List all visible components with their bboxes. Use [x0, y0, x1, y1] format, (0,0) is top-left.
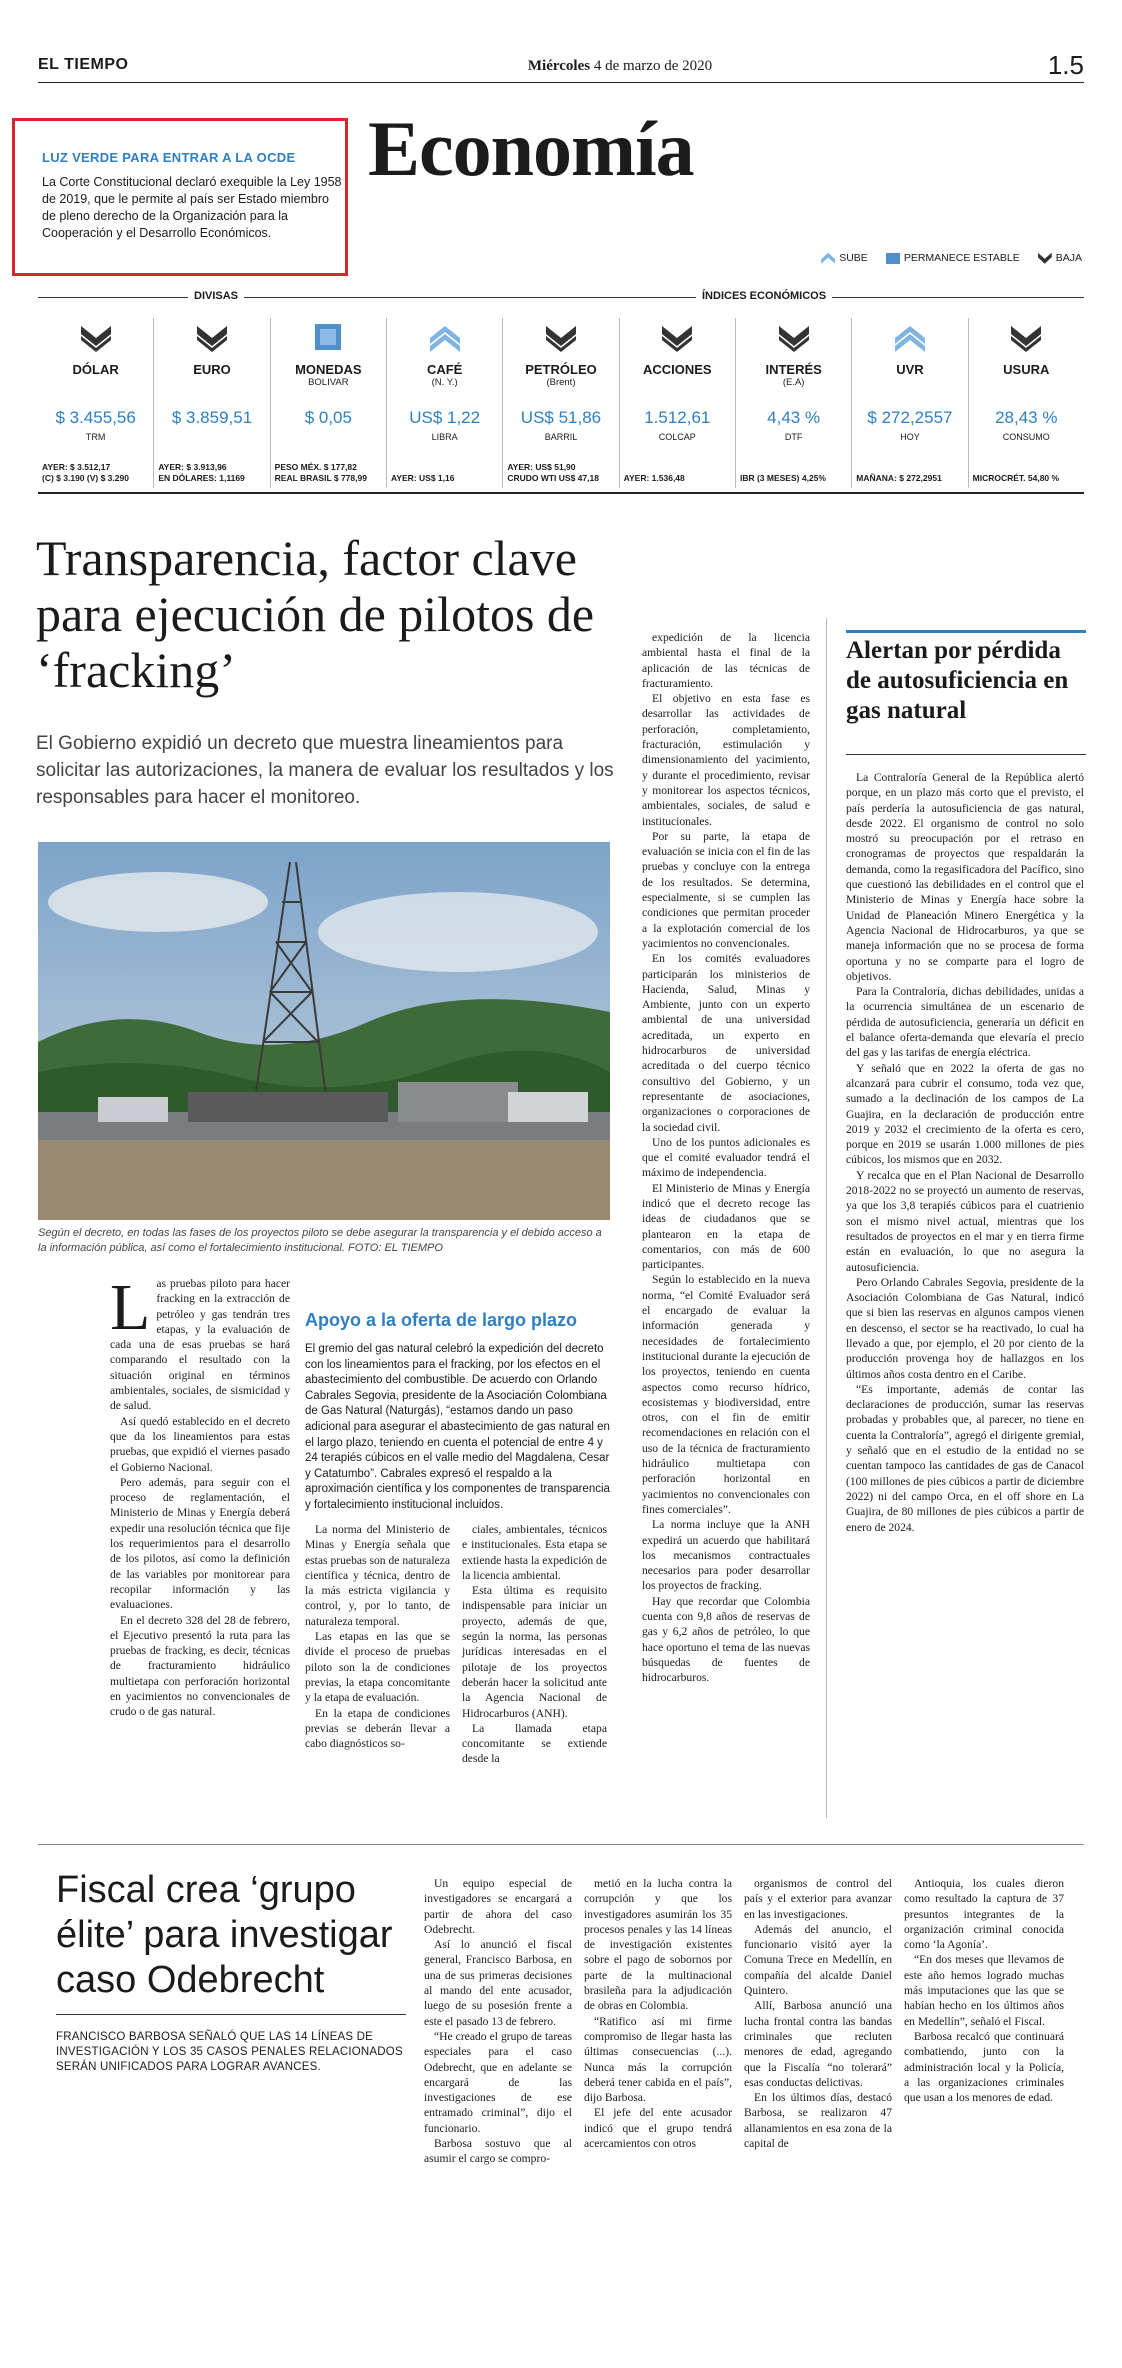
paragraph: “En dos meses que llevamos de este año hemos logrado muchas más imputaciones que las que se habían hecho en los últimos años en Medellín”, señaló el Fiscal.: [904, 1953, 1064, 2028]
indicators-header: [38, 290, 1084, 304]
indicator-sub: [620, 377, 735, 388]
indicator-name: ACCIONES: [642, 362, 712, 377]
indicator-name: UVR: [896, 362, 924, 377]
indicator-footnote: AYER: US$ 51,90 CRUDO WTI US$ 47,18: [507, 462, 599, 483]
paragraph: El objetivo en esta fase es desarrollar las actividades de perforación, completamiento, fracturación, estimulación y dimensionamiento del yacimiento, y durante el procedimiento, revisar y monitorear los aspectos técnicos, ambientales, sociales, de salud e institucionales.: [642, 692, 810, 828]
trend-down-icon: [79, 324, 113, 352]
trend-down-icon: [195, 324, 229, 352]
indicator-interés: [735, 318, 851, 488]
dropcap: L: [110, 1271, 151, 1344]
paragraph: organismos de control del país y el exterior para avanzar en las investigaciones.: [744, 1877, 892, 1921]
paragraph: Además del anuncio, el funcionario visitó ayer la Comuna Trece en Medellín, en compañía del alcalde Daniel Quintero.: [744, 1922, 892, 1998]
paragraph: En la etapa de condiciones previas se deberán llevar a cabo diagnósticos so-: [305, 1706, 450, 1751]
paragraph: Antioquia, los cuales dieron como resultado la captura de 37 presuntos integrantes de la organización criminal conocida como ‘la Agonía’.: [904, 1877, 1064, 1952]
indicator-value: $ 3.455,56: [55, 408, 136, 427]
indicator-sub: BOLIVAR: [308, 377, 349, 388]
legend-stable: PERMANECE ESTABLE: [886, 252, 1020, 264]
legend-down: BAJA: [1038, 252, 1082, 264]
trend-down-icon: [777, 324, 811, 352]
indicator-acciones: [619, 318, 735, 488]
fiscal-column-1: [424, 1876, 572, 2167]
paragraph: Y recalca que en el Plan Nacional de Desarrollo 2018-2022 no se proyectó un aumento de reservas, ya que los 3,8 terapiés cúbicos para el cuatrienio son el mismo nivel actual, mientras que los resultados de proyectos en el mar y en tierra firme están en evaluación, lo que no asegura la autosuficiencia.: [846, 1168, 1084, 1274]
indicator-sub: (Brent): [546, 377, 576, 388]
indicator-name: DÓLAR: [72, 362, 119, 377]
drilling-rig-photo: [38, 842, 610, 1220]
paragraph: En los comités evaluadores participarán los ministerios de Hacienda, Salud, Minas y Ambiente, junto con un experto ambiental de una universidad acreditada, un experto en hidrocarburos de universidad acreditada o del cuerpo técnico consultivo del Gobierno, y un representante de asociaciones, organizaciones o corporaciones de la sociedad civil.: [642, 952, 810, 1134]
indicator-petróleo: [502, 318, 618, 488]
indicator-unit: BARRIL: [544, 432, 578, 442]
indicator-footnote: AYER: $ 3.512,17 (C) $ 3.190 (V) $ 3.290: [42, 462, 129, 483]
box-text: El gremio del gas natural celebró la expedición del decreto con los lineamientos para el fracking, por los efectos en el abastecimiento del combustible. De acuerdo con Orlando Cabrales Segovia, presidente de la Asociación Colombiana de Gas Natural (Naturgás), “estamos dando un paso adicional para asegurar el abastecimiento de gas natural en el largo plazo, teniendo en cuenta el potencial de entre 4 y 24 terapiés cúbicos en el valle medio del Magdalena, Cesar y Catatumbo”. Cabrales expresó el respaldo a la aproximación científica y los componentes de transparencia y fortalecimiento institucional incluidos.: [305, 1343, 610, 1511]
paragraph: El Ministerio de Minas y Energía indicó que el decreto recoge las ideas de ciudadanos que se plantearon en la etapa de comentarios, con más de 600 participantes.: [642, 1181, 810, 1272]
indicator-sub: [154, 377, 269, 388]
paragraph: El jefe del ente acusador indicó que el grupo tendrá acercamientos con otros: [584, 2106, 732, 2151]
paragraph: Un equipo especial de investigadores se encargará a partir de ahora del caso Odebrecht.: [424, 1877, 572, 1936]
paragraph: Y señaló que en 2022 la oferta de gas no alcanzará para cubrir el consumo, toda vez que, sumado a la declinación de los campos de La Guajira, en la declaración de producción entre 2019 y 2032 el crecimiento de la oferta es cero, porque en 2019 se usarán 1.000 millones de pies cúbicos, los mismos que en 2032.: [846, 1061, 1084, 1167]
paragraph: “Ratifico así mi firme compromiso de llegar hasta las últimas consecuencias (...). Nunca más la corrupción deberá tener cabida en el país”, dijo Barbosa.: [584, 2014, 732, 2105]
photo-illustration: [38, 842, 610, 1220]
main-deck: El Gobierno expidió un decreto que muestra lineamientos para solicitar las autorizaciones, la manera de evaluar los resultados y los responsables para hacer el monitoreo.: [36, 733, 614, 808]
section-title: Economía: [368, 105, 694, 192]
down-arrow-icon: [1038, 253, 1052, 264]
paragraph: “Es importante, además de contar las declaraciones de producción, sumar las reservas probadas y probables que, al parecer, no tiene en cuenta la Contraloría”, agregó el dirigente gremial, y señaló que en el estudio de la entidad no se cuentan tampoco las cantidades de gas de Canacol (100 millones de pies cúbicos a partir de diciembre 2022) ni del campo Orca, en el off shore en La Guajira, de 80 millones de pies cúbicos a partir de enero de 2024.: [846, 1382, 1084, 1534]
indicator-euro: [153, 318, 269, 488]
indicator-value: US$ 51,86: [520, 408, 602, 427]
paragraph: La norma del Ministerio de Minas y Energía señala que estas pruebas son de naturaleza científica y técnica, dentro de la más estricta vigilancia y control, y, por lo tanto, de naturaleza temporal.: [305, 1523, 450, 1628]
fiscal-column-2: [584, 1876, 732, 2151]
trend-legend: [821, 252, 1082, 264]
paragraph: ciales, ambientales, técnicos e institucionales. Esta etapa se extiende hasta la expedición de la licencia ambiental.: [462, 1523, 607, 1582]
fiscal-deck: FRANCISCO BARBOSA SEÑALÓ QUE LAS 14 LÍNEAS DE INVESTIGACIÓN Y LOS 35 CASOS PENALES RELACIONADOS SERÁN UNIFICADOS PARA LOGRAR AVANCES.: [56, 2031, 403, 2073]
paragraph: Para la Contraloría, dichas debilidades, unidas a la ocurrencia simultánea de un escenario de pérdida de autosuficiencia, generaría un déficit en el balance oferta-demanda que elevaría el precio del gas y las tarifas de energía eléctrica.: [846, 985, 1084, 1060]
indicator-uvr: [851, 318, 967, 488]
article-column-2: [305, 1522, 450, 1751]
paragraph: expedición de la licencia ambiental hasta el final de la aplicación de las técnicas de fracturamiento.: [642, 631, 810, 690]
indicator-sub: [38, 377, 153, 388]
stable-square-icon: [886, 253, 900, 264]
indicator-sub: (N. Y.): [431, 377, 458, 388]
indicator-footnote: MAÑANA: $ 272,2951: [856, 473, 942, 483]
article-column-1: [110, 1271, 290, 1720]
indicators-bottom-rule: [38, 492, 1084, 494]
indicator-dólar: [38, 318, 153, 488]
article-column-3: [462, 1522, 607, 1767]
indicator-sub: [852, 377, 967, 388]
group-label-divisas: DIVISAS: [188, 290, 244, 302]
indicator-name: EURO: [193, 362, 231, 377]
indicator-value: 4,43 %: [767, 408, 821, 427]
indicator-name: INTERÉS: [765, 362, 822, 377]
paragraph: La norma incluye que la ANH expedirá un acuerdo que habilitará los mecanismos contractuales necesarios para poder desarrollar los proyectos de fracking.: [642, 1518, 810, 1593]
paragraph: Así quedó establecido en el decreto que da los lineamientos para estas pruebas, que expidió el viernes pasado el Gobierno Nacional.: [110, 1414, 290, 1474]
side-rule: [846, 754, 1086, 755]
indicator-unit: DTF: [784, 432, 803, 442]
indicator-unit: CONSUMO: [1002, 432, 1050, 442]
indicator-value: US$ 1,22: [409, 408, 481, 427]
trend-up-icon: [428, 324, 462, 352]
indicator-usura: [968, 318, 1084, 488]
indicator-unit: COLCAP: [658, 432, 696, 442]
up-arrow-icon: [821, 253, 835, 264]
indicator-value: 1.512,61: [644, 408, 711, 427]
trend-down-icon: [1009, 324, 1043, 352]
indicator-value: $ 0,05: [304, 408, 352, 427]
fiscal-rule: [56, 2014, 406, 2015]
page-number: 1.5: [1047, 50, 1084, 80]
masthead-rule: [38, 82, 1084, 83]
paragraph: metió en la lucha contra la corrupción y que los investigadores asumirán los 35 procesos penales y las 14 líneas de investigación existentes sobre el pago de sobornos por parte de la multinacional brasileña para la adjudicación de obras en Colombia.: [584, 1877, 732, 2013]
fiscal-column-3: [744, 1876, 892, 2151]
column-divider: [826, 618, 827, 1818]
issue-date: [440, 58, 800, 75]
legend-up: SUBE: [821, 252, 868, 264]
indicator-value: 28,43 %: [995, 408, 1058, 427]
indicator-sub: [969, 377, 1084, 388]
photo-caption: Según el decreto, en todas las fases de los proyectos piloto se debe asegurar la transparencia y el debido acceso a la información pública, así como el fortalecimiento institucional. FOTO: EL TIEMPO: [38, 1227, 602, 1254]
main-headline: Transparencia, factor clave para ejecución de pilotos de ‘fracking’: [36, 530, 595, 698]
indicator-footnote: AYER: $ 3.913,96 EN DÓLARES: 1,1169: [158, 462, 245, 483]
paragraph: Esta última es requisito indispensable para iniciar un proyecto, además de que, según la norma, las personas jurídicas interesadas en el pilotaje de los proyectos deberán hacer la solicitud ante la Agencia Nacional de Hidrocarburos (ANH).: [462, 1584, 607, 1720]
trend-stable-icon: [311, 324, 345, 352]
group-label-indices: ÍNDICES ECONÓMICOS: [696, 290, 832, 302]
paragraph: Barbosa recalcó que continuará combatiendo, junto con la administración local y la Policía, a las organizaciones criminales que usan a los menores de edad.: [904, 2029, 1064, 2105]
intro-kicker: LUZ VERDE PARA ENTRAR A LA OCDE: [42, 150, 296, 165]
indicator-name: PETRÓLEO: [525, 362, 597, 377]
indicator-footnote: AYER: 1.536,48: [623, 473, 685, 483]
paragraph: La Contraloría General de la República alertó porque, en un plazo más corto que el previsto, el país perdería la autosuficiencia de gas natural, desde 2022. El organismo de control no solo mostró su preocupación por el retraso en cronogramas de proyectos que respaldarán la demanda, como la regasificadora del Pacífico, sino que cuestionó las debilidades en el control que el Ministerio de Minas y Energía hace sobre la Unidad de Planeación Minero Energética y la Agencia Nacional de Hidrocarburos, ya que se maneja información que no se procesa de forma oportuna y no se comparte para el logro de objetivos.: [846, 771, 1084, 983]
paragraph: Barbosa sostuvo que al asumir el cargo se compro-: [424, 2137, 572, 2166]
fiscal-headline: Fiscal crea ‘grupo élite’ para investigar caso Odebrecht: [56, 1869, 393, 2001]
indicator-name: USURA: [1003, 362, 1050, 377]
paragraph: Según lo establecido en la nueva norma, “el Comité Evaluador será el encargado de evaluar la información generada y necesidades de fortalecimiento institucional durante la ejecución de los proyectos, teniendo en cuenta aspectos como recurso hídrico, ecosistemas y biodiversidad, entre otros, con el fin de emitir recomendaciones en relación con el uso de la técnica de fracturamiento hidráulico multietapa con perforación horizontal en yacimientos no convencionales con fines comerciales”.: [642, 1273, 810, 1516]
paragraph: En el decreto 328 del 28 de febrero, el Ejecutivo presentó la ruta para las pruebas de fracking, es decir, técnicas de fracturamiento hidráulico multietapa con perforación horizontal en yacimientos no convencionales de crudo o de gas natural.: [110, 1613, 290, 1719]
indicator-footnote: PESO MÉX. $ 177,82 REAL BRASIL $ 778,99: [274, 462, 367, 483]
paragraph: Allí, Barbosa anunció una lucha frontal contra las bandas criminales que recluten menores de edad, agregando que la Fiscalía “no tolerará” esas conductas delictivas.: [744, 1999, 892, 2089]
indicator-café: [386, 318, 502, 488]
indicator-unit: LIBRA: [431, 432, 458, 442]
date-day: Miércoles: [527, 58, 591, 74]
indicator-footnote: IBR (3 MESES) 4,25%: [739, 473, 826, 483]
paragraph: as pruebas piloto para hacer fracking en la extracción de petróleo y gas tendrán tres etapas, y la evaluación de cada una de esas pruebas se hará comparando el resultado con la situación original en términos ambientales, sociales, de sismicidad y de salud.: [110, 1277, 290, 1413]
paragraph: En los últimos días, destacó Barbosa, se realizaron 47 allanamientos en esa zona de la capital de: [744, 2091, 892, 2151]
side-top-rule: [846, 630, 1086, 633]
article-column-4: [642, 630, 810, 1685]
indicators-strip: [38, 318, 1084, 488]
indicator-name: MONEDAS: [295, 362, 362, 377]
indicator-value: $ 272,2557: [867, 408, 953, 427]
intro-text: La Corte Constitucional declaró exequible la Ley 1958 de 2019, que le permite al país ser Estado miembro de pleno derecho de la Organización para la Cooperación y el Desarrollo Económicos.: [42, 175, 342, 240]
paragraph: Las etapas en las que se divide el proceso de pruebas piloto son la de condiciones previas, la etapa concomitante y la etapa de evaluación.: [305, 1630, 450, 1705]
paragraph: La llamada etapa concomitante se extiende desde la: [462, 1721, 607, 1766]
indicator-name: CAFÉ: [426, 362, 463, 377]
trend-down-icon: [544, 324, 578, 352]
side-headline: Alertan por pérdida de autosuficiencia en gas natural: [846, 637, 1069, 724]
bottom-rule: [38, 1844, 1084, 1845]
paragraph: Por su parte, la etapa de evaluación se inicia con el fin de las pruebas y concluye con la entrega de los resultados. Se determina, especialmente, si se cumplen las condiciones que permitan proceder a la explotación comercial de los yacimientos no convencionales.: [642, 829, 810, 950]
indicator-sub: (E.A): [782, 377, 805, 388]
indicator-monedas: [270, 318, 386, 488]
indicator-footnote: AYER: US$ 1,16: [390, 473, 455, 483]
trend-up-icon: [893, 324, 927, 352]
indicator-value: $ 3.859,51: [171, 408, 253, 427]
paragraph: Hay que recordar que Colombia cuenta con 9,8 años de reservas de gas y 6,2 años de petróleo, lo que hace oportuno el tema de las nuevas búsquedas de fuentes de hidrocarburos.: [642, 1594, 810, 1685]
date-rest: 4 de marzo de 2020: [593, 58, 713, 74]
box-title: Apoyo a la oferta de largo plazo: [305, 1310, 578, 1330]
indicator-footnote: MICROCRÉT. 54,80 %: [972, 473, 1060, 483]
newspaper-name: EL TIEMPO: [38, 56, 129, 73]
indicator-unit: HOY: [900, 432, 920, 442]
indicator-unit: TRM: [85, 432, 106, 442]
trend-down-icon: [660, 324, 694, 352]
side-article-body: [846, 770, 1084, 1535]
paragraph: Pero Orlando Cabrales Segovia, presidente de la Asociación Colombiana de Gas Natural, indicó que si bien las reservas en algunos campos vienen en descenso, el sector se ha reactivado, lo cual ha llevado a que, por ejemplo, el 20 por ciento de la producción provenga hoy de hallazgos en los últimos años costa dentro en el Caribe.: [846, 1275, 1084, 1381]
paragraph: Uno de los puntos adicionales es que el comité evaluador tendrá el máximo de independencia.: [642, 1135, 810, 1180]
paragraph: Pero además, para seguir con el proceso de reglamentación, el Ministerio de Minas y Energía deberá expedir una resolución técnica que fije los requerimientos para el desarrollo de los pilotos, así como la definición de las variables por monitorear para recopilar información y las evaluaciones.: [110, 1475, 290, 1612]
fiscal-column-4: [904, 1876, 1064, 2105]
paragraph: Así lo anunció el fiscal general, Francisco Barbosa, en una de sus primeras decisiones al mando del ente acusador, luego de su posesión frente a este el pasado 13 de febrero.: [424, 1938, 572, 2028]
paragraph: “He creado el grupo de tareas especiales para el caso Odebrecht, que en adelante se encargará de las investigaciones de ese entramado criminal”, dijo el funcionario.: [424, 2029, 572, 2135]
